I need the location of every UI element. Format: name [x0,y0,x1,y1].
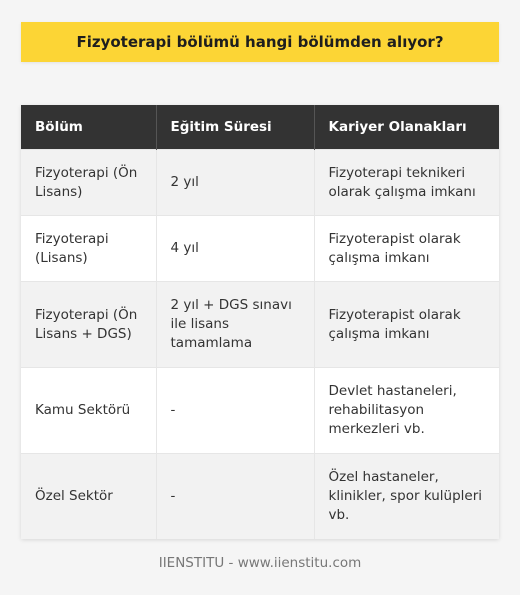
title-banner [21,22,499,62]
cell-kariyer: Özel hastaneler, klinikler, spor kulüpleri vb. [314,454,499,540]
table-row [21,368,499,454]
cell-kariyer: Devlet hastaneleri, rehabilitasyon merkezleri vb. [314,368,499,454]
footer-credit: IIENSTITU - www.iienstitu.com [158,555,362,571]
cell-kariyer: Fizyoterapi teknikeri olarak çalışma imkanı [314,150,499,216]
cell-kariyer: Fizyoterapist olarak çalışma imkanı [314,216,499,282]
table-row [21,282,499,368]
cell-egitim-suresi: - [156,454,314,540]
header-egitim-suresi: Eğitim Süresi [156,105,314,150]
cell-bolum: Fizyoterapi (Ön Lisans + DGS) [21,282,156,368]
cell-bolum: Kamu Sektörü [21,368,156,454]
cell-egitim-suresi: - [156,368,314,454]
table-header-row [21,105,499,150]
cell-kariyer: Fizyoterapist olarak çalışma imkanı [314,282,499,368]
table-row [21,454,499,540]
cell-egitim-suresi: 2 yıl [156,150,314,216]
cell-egitim-suresi: 2 yıl + DGS sınavı ile lisans tamamlama [156,282,314,368]
header-bolum: Bölüm [21,105,156,150]
comparison-table-card [21,105,499,539]
table-row [21,150,499,216]
cell-egitim-suresi: 4 yıl [156,216,314,282]
page-title: Fizyoterapi bölümü hangi bölümden alıyor? [76,33,444,51]
cell-bolum: Özel Sektör [21,454,156,540]
comparison-table [21,105,499,539]
cell-bolum: Fizyoterapi (Lisans) [21,216,156,282]
cell-bolum: Fizyoterapi (Ön Lisans) [21,150,156,216]
header-kariyer-olanaklari: Kariyer Olanakları [314,105,499,150]
table-row [21,216,499,282]
